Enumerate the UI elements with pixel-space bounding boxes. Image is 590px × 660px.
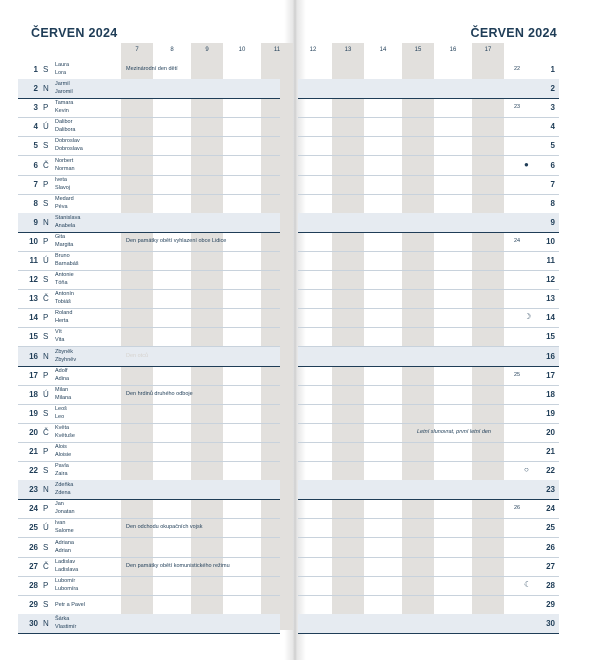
week-number: 23 xyxy=(514,104,521,111)
week-number: 24 xyxy=(514,237,521,244)
weekday-letter: N xyxy=(43,84,49,94)
name-day: Adolf Adina xyxy=(55,367,70,382)
day-row-right[interactable] xyxy=(298,366,559,386)
month-title-left: ČERVEN 2024 xyxy=(31,26,118,40)
day-row-left[interactable] xyxy=(18,538,280,558)
day-number-right: 20 xyxy=(546,427,555,437)
day-number-right: 22 xyxy=(546,466,555,476)
day-number: 6 xyxy=(33,160,38,170)
holiday-note: Den památky obětí komunistického režimu xyxy=(126,562,230,569)
day-row-left[interactable] xyxy=(18,194,280,214)
week-number: 22 xyxy=(514,66,521,72)
name-day: Stanislava Anabela xyxy=(55,214,81,229)
day-row-left[interactable] xyxy=(18,213,280,233)
day-number-right: 16 xyxy=(546,351,555,361)
day-number-right: 4 xyxy=(550,122,555,132)
day-number: 23 xyxy=(29,485,38,495)
day-number-right: 11 xyxy=(546,256,555,265)
day-row-right[interactable] xyxy=(298,232,559,252)
day-row-right[interactable] xyxy=(298,251,559,271)
day-number: 8 xyxy=(33,198,38,208)
day-number: 12 xyxy=(29,275,38,285)
weekday-letter: S xyxy=(43,65,49,74)
day-row-right[interactable] xyxy=(298,98,559,118)
day-row-right[interactable] xyxy=(298,499,559,519)
name-day: Bruno Barnabáš xyxy=(55,253,79,267)
name-day: Ladislav Ladislava xyxy=(55,558,79,573)
day-number-right: 1 xyxy=(550,65,555,74)
day-row-left[interactable] xyxy=(18,117,280,137)
day-row-left[interactable] xyxy=(18,404,280,424)
day-row-left[interactable] xyxy=(18,175,280,195)
weekday-letter: P xyxy=(43,447,49,456)
day-row-right[interactable] xyxy=(298,385,559,405)
holiday-note: Den hrdinů druhého odboje xyxy=(126,390,193,397)
day-row-right[interactable] xyxy=(298,289,559,309)
day-row-left[interactable] xyxy=(18,60,280,80)
day-row-right[interactable] xyxy=(298,614,559,634)
day-row-left[interactable] xyxy=(18,79,280,99)
weekday-letter: P xyxy=(43,313,49,323)
day-number-right: 28 xyxy=(546,580,555,590)
day-row-right[interactable] xyxy=(298,117,559,137)
day-row-right[interactable] xyxy=(298,576,559,596)
day-number: 14 xyxy=(29,313,38,323)
moon-phase-icon: ○ xyxy=(524,465,529,475)
day-number-right: 27 xyxy=(546,561,555,571)
weekday-letter: Č xyxy=(43,427,49,437)
day-number-right: 21 xyxy=(546,447,555,456)
day-number-right: 14 xyxy=(546,313,555,323)
day-row-right[interactable] xyxy=(298,79,559,99)
day-row-left[interactable] xyxy=(18,385,280,405)
weekday-letter: Č xyxy=(43,160,49,170)
hour-label: 17 xyxy=(472,43,504,58)
name-day: Alois Aloisie xyxy=(55,444,72,458)
weekday-letter: Č xyxy=(43,294,49,304)
weekday-letter: P xyxy=(43,103,49,113)
day-row-left[interactable] xyxy=(18,576,280,596)
week-number: 25 xyxy=(514,371,521,378)
day-row-right[interactable] xyxy=(298,327,559,347)
week-number: 26 xyxy=(514,505,521,512)
moon-phase-icon: ● xyxy=(524,159,529,169)
day-number: 10 xyxy=(29,236,38,246)
hour-label: 16 xyxy=(449,47,457,53)
day-number-right: 24 xyxy=(546,504,555,514)
day-number-right: 18 xyxy=(546,389,555,399)
weekday-letter: S xyxy=(43,275,49,285)
day-row-left[interactable] xyxy=(18,327,280,347)
day-row-right[interactable] xyxy=(298,423,559,443)
weekday-letter: S xyxy=(43,332,49,342)
day-row-right[interactable] xyxy=(298,595,559,615)
day-row-right[interactable] xyxy=(298,308,559,328)
day-row-left[interactable] xyxy=(18,347,280,367)
day-row-left[interactable] xyxy=(18,442,280,462)
weekday-letter: S xyxy=(43,466,49,476)
day-number-right: 26 xyxy=(546,542,555,552)
name-day: Antonín Tobiáš xyxy=(55,291,74,306)
holiday-note: Den otců xyxy=(126,352,149,359)
weekday-letter: Ú xyxy=(43,523,49,533)
day-row-right[interactable] xyxy=(298,156,559,176)
weekday-letter: P xyxy=(43,370,49,380)
day-number: 13 xyxy=(29,294,38,304)
day-row-left[interactable] xyxy=(18,156,280,176)
day-number-right: 13 xyxy=(546,294,555,304)
day-number-right: 23 xyxy=(546,485,555,495)
weekday-letter: Ú xyxy=(43,122,49,132)
name-day: Tamara Kevin xyxy=(55,100,74,115)
name-day: Iveta Slavoj xyxy=(55,176,70,191)
day-row-left[interactable] xyxy=(18,614,280,634)
weekday-letter: S xyxy=(43,141,49,151)
day-number-right: 29 xyxy=(546,599,555,609)
day-number: 1 xyxy=(33,65,38,74)
hour-label: 14 xyxy=(379,47,387,53)
weekday-letter: P xyxy=(43,236,49,246)
day-row-right[interactable] xyxy=(298,480,559,500)
name-day: Dalibor Dalibora xyxy=(55,119,76,134)
day-number: 21 xyxy=(29,447,38,456)
day-number-right: 17 xyxy=(546,370,555,380)
day-number-right: 9 xyxy=(550,217,555,227)
day-row-right[interactable] xyxy=(298,538,559,558)
weekday-letter: S xyxy=(43,408,49,418)
day-number-right: 19 xyxy=(546,408,555,418)
day-number-right: 5 xyxy=(550,141,555,151)
weekday-letter: Ú xyxy=(43,389,49,399)
hour-label: 11 xyxy=(261,43,293,58)
day-row-left[interactable] xyxy=(18,595,280,615)
day-number: 11 xyxy=(29,256,38,265)
name-day: Medard Péva xyxy=(55,195,74,210)
month-title-right: ČERVEN 2024 xyxy=(470,26,557,40)
day-number: 3 xyxy=(33,103,38,113)
solstice-note: Letní slunovrat, první letní den xyxy=(417,428,491,435)
day-row-right[interactable] xyxy=(298,557,559,577)
hour-label: 10 xyxy=(238,47,246,53)
hour-label: 13 xyxy=(332,43,364,58)
day-number: 4 xyxy=(33,122,38,132)
weekday-letter: P xyxy=(43,179,49,189)
name-day: Antonie Tóňa xyxy=(55,272,74,287)
day-row-left[interactable] xyxy=(18,98,280,118)
weekday-letter: P xyxy=(43,580,49,590)
day-row-right[interactable] xyxy=(298,442,559,462)
day-row-left[interactable] xyxy=(18,270,280,290)
name-day: Jan Jonatan xyxy=(55,501,75,516)
day-number: 24 xyxy=(29,504,38,514)
hour-label: 9 xyxy=(191,43,223,58)
day-row-left[interactable] xyxy=(18,136,280,156)
day-row-right[interactable] xyxy=(298,347,559,367)
day-number-right: 25 xyxy=(546,523,555,533)
weekday-letter: P xyxy=(43,504,49,514)
day-row-right[interactable] xyxy=(298,270,559,290)
day-row-left[interactable] xyxy=(18,423,280,443)
day-number: 9 xyxy=(33,217,38,227)
day-row-left[interactable] xyxy=(18,251,280,271)
name-day: Adriana Adrian xyxy=(55,539,74,554)
day-row-right[interactable] xyxy=(298,404,559,424)
day-number: 15 xyxy=(29,332,38,342)
name-day: Roland Herta xyxy=(55,310,73,325)
day-number: 22 xyxy=(29,466,38,476)
name-day: Květa Květuše xyxy=(55,424,75,439)
holiday-note: Den odchodu okupačních vojsk xyxy=(126,524,203,531)
name-day: Zdeňka Zdena xyxy=(55,482,74,497)
day-row-right[interactable] xyxy=(298,194,559,214)
day-number: 30 xyxy=(29,618,38,628)
name-day: Ivan Salome xyxy=(55,520,74,535)
weekday-letter: Ú xyxy=(43,256,49,265)
day-number: 17 xyxy=(29,370,38,380)
day-number: 19 xyxy=(29,408,38,418)
weekday-letter: Č xyxy=(43,561,49,571)
day-number-right: 2 xyxy=(550,84,555,94)
name-day: Lubomír Lubomíra xyxy=(55,577,79,592)
day-row-left[interactable] xyxy=(18,461,280,481)
name-day: Laura Lora xyxy=(55,62,70,76)
hour-header xyxy=(0,43,590,58)
day-row-left[interactable] xyxy=(18,499,280,519)
day-number: 25 xyxy=(29,523,38,533)
day-row-left[interactable] xyxy=(18,366,280,386)
day-row-right[interactable] xyxy=(298,136,559,156)
day-number: 5 xyxy=(33,141,38,151)
name-day: Vít Vita xyxy=(55,329,65,344)
day-row-left[interactable] xyxy=(18,518,280,538)
day-number: 28 xyxy=(29,580,38,590)
day-row-left[interactable] xyxy=(18,557,280,577)
day-number-right: 15 xyxy=(546,332,555,342)
holiday-note: Mezinárodní den dětí xyxy=(126,66,178,72)
day-number: 29 xyxy=(29,599,38,609)
name-day: Milan Milana xyxy=(55,386,72,401)
day-row-left[interactable] xyxy=(18,480,280,500)
name-day: Norbert Norman xyxy=(55,157,75,172)
day-row-left[interactable] xyxy=(18,289,280,309)
holiday-note: Den památky obětí vyhlazení obce Lidice xyxy=(126,237,227,244)
day-number: 2 xyxy=(33,84,38,94)
name-day: Leoš Leo xyxy=(55,405,67,420)
weekday-letter: S xyxy=(43,542,49,552)
day-number: 16 xyxy=(29,351,38,361)
day-number: 27 xyxy=(29,561,38,571)
day-number: 18 xyxy=(29,389,38,399)
day-row-left[interactable] xyxy=(18,232,280,252)
name-day: Petr a Pavel xyxy=(55,601,85,608)
weekday-letter: N xyxy=(43,351,49,361)
name-day: Zbyněk Zbyhněv xyxy=(55,348,77,363)
day-number-right: 7 xyxy=(550,179,555,189)
weekday-letter: S xyxy=(43,198,49,208)
moon-phase-icon: ☾ xyxy=(524,579,532,589)
hour-label: 8 xyxy=(170,47,174,53)
day-row-right[interactable] xyxy=(298,518,559,538)
name-day: Dobroslav Dobroslava xyxy=(55,138,83,153)
day-row-left[interactable] xyxy=(18,308,280,328)
day-number-right: 6 xyxy=(550,160,555,170)
moon-phase-icon: ☽ xyxy=(524,312,532,322)
hour-label: 15 xyxy=(402,43,434,58)
day-number-right: 10 xyxy=(546,236,555,246)
day-number-right: 8 xyxy=(550,198,555,208)
weekday-letter: N xyxy=(43,485,49,495)
day-row-right[interactable] xyxy=(298,461,559,481)
day-row-right[interactable] xyxy=(298,60,559,80)
weekday-letter: N xyxy=(43,618,49,628)
hour-label: 12 xyxy=(309,47,317,53)
name-day: Gita Margita xyxy=(55,233,74,248)
weekday-letter: S xyxy=(43,599,49,609)
day-number-right: 12 xyxy=(546,275,555,285)
hour-label: 7 xyxy=(121,43,153,58)
day-number-right: 3 xyxy=(550,103,555,113)
day-row-right[interactable] xyxy=(298,213,559,233)
day-number-right: 30 xyxy=(546,618,555,628)
name-day: Šárka Vlastimír xyxy=(55,615,77,630)
day-row-right[interactable] xyxy=(298,175,559,195)
name-day: Pavla Zaira xyxy=(55,463,69,478)
day-number: 20 xyxy=(29,427,38,437)
weekday-letter: N xyxy=(43,217,49,227)
day-number: 7 xyxy=(33,179,38,189)
name-day: Jarmil Jaromil xyxy=(55,81,73,96)
day-number: 26 xyxy=(29,542,38,552)
